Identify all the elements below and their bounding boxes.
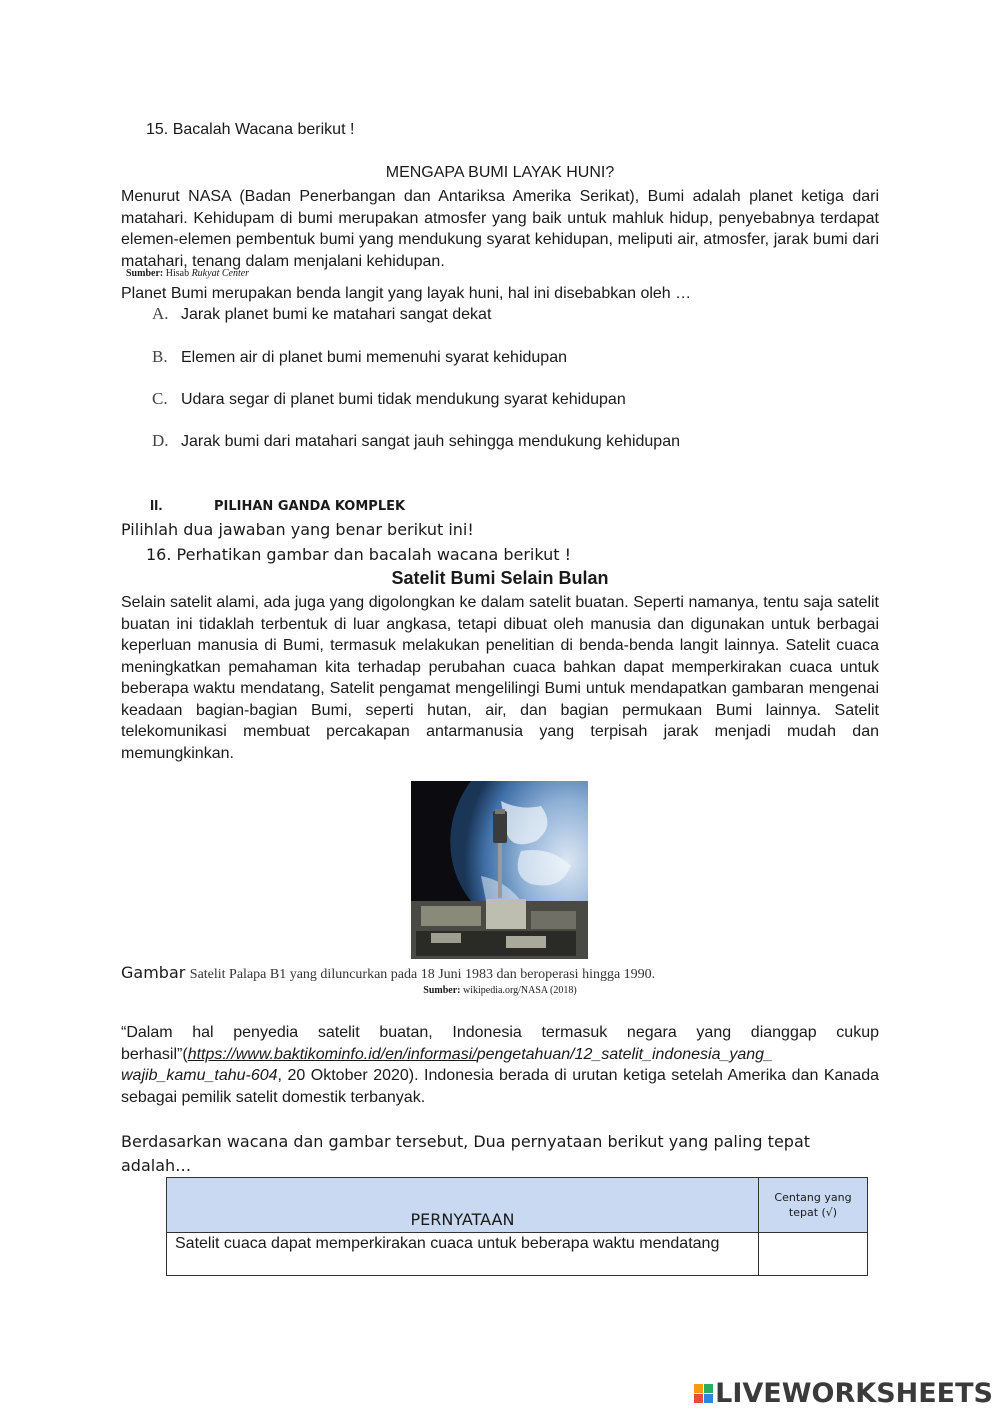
check-column-header: Centang yang tepat (√): [759, 1178, 868, 1233]
option-letter: C.: [152, 389, 168, 408]
option-c[interactable]: [152, 389, 626, 409]
check-cell[interactable]: [759, 1233, 868, 1276]
question-16-prompt: Berdasarkan wacana dan gambar tersebut, Dua pernyataan berikut yang paling tepat adalah…: [121, 1132, 811, 1175]
option-letter: D.: [152, 431, 169, 450]
question-16-heading: 16. Perhatikan gambar dan bacalah wacana berikut !: [146, 545, 572, 564]
option-letter: A.: [152, 304, 169, 323]
statement-table: [166, 1177, 868, 1276]
option-b[interactable]: [152, 347, 567, 367]
passage-text-2: Selain satelit alami, ada juga yang digolongkan ke dalam satelit buatan. Seperti namanya, tentu saja satelit buatan ini tidaklah terbentuk di luar angkasa, tetapi dibuat oleh manusia dan digunakan untuk berbagai keperluan manusia di Bumi, termasuk melakukan penelitian di benda-benda langit lainnya. Satelit cuaca meningkatkan pemahaman kita terhadap perubahan cuaca bahkan dapat memperkirakan cuaca untuk beberapa waktu mendatang, Satelit pengamat mengelilingi Bumi untuk mendapatkan gambaran mengenai keadaan bagian-bagian Bumi, seperti hutan, air, dan bagian permukaan Bumi lainnya. Satelit telekomunikasi membuat percakapan antarmanusia yang terpisah jarak menjadi mudah dan memungkinkan.: [121, 594, 879, 762]
section-label: PILIHAN GANDA KOMPLEK: [214, 499, 406, 514]
question-15-heading: 15. Bacalah Wacana berikut !: [146, 121, 355, 138]
statement-cell: Satelit cuaca dapat memperkirakan cuaca untuk beberapa waktu mendatang: [167, 1233, 759, 1276]
satellite-photo: [411, 781, 588, 959]
section-instruction: Pilihlah dua jawaban yang benar berikut ini!: [121, 520, 474, 539]
option-text: Udara segar di planet bumi tidak mendukung syarat kehidupan: [181, 391, 626, 408]
photo-source: Sumber: wikipedia.org/NASA (2018): [423, 985, 577, 996]
option-text: Jarak planet bumi ke matahari sangat dekat: [181, 306, 492, 323]
option-d[interactable]: [152, 431, 680, 451]
statement-column-header: PERNYATAAN: [167, 1178, 759, 1233]
option-a[interactable]: [152, 304, 491, 324]
liveworksheets-logo: [694, 1378, 993, 1408]
option-text: Jarak bumi dari matahari sangat jauh sehingga mendukung kehidupan: [181, 433, 680, 450]
table-row: [167, 1233, 868, 1276]
photo-caption: Gambar Satelit Palapa B1 yang diluncurkan pada 18 Juni 1983 dan beroperasi hingga 1990.: [121, 963, 656, 982]
question-15-prompt: Planet Bumi merupakan benda langit yang layak huni, hal ini disebabkan oleh …: [121, 285, 692, 302]
passage-title-2: Satelit Bumi Selain Bulan: [391, 568, 609, 588]
option-letter: B.: [152, 347, 168, 366]
section-heading: [150, 497, 405, 514]
logo-icon: [694, 1384, 713, 1403]
source-link[interactable]: https://www.baktikominfo.id/en/informasi/: [187, 1045, 477, 1063]
section-number: II.: [150, 497, 163, 514]
passage-title: MENGAPA BUMI LAYAK HUNI?: [385, 164, 615, 181]
logo-wordmark: LIVEWORKSHEETS: [715, 1377, 993, 1409]
source-note: Sumber: Hisab Rukyat Center: [126, 268, 250, 279]
passage-text: Menurut NASA (Badan Penerbangan dan Antariksa Amerika Serikat), Bumi adalah planet ketiga dari matahari. Kehidupam di bumi merupakan atmosfer yang baik untuk mahluk hidup, penyebabnya terdapat elemen-elemen pembentuk bumi yang mendukung syarat kehidupan, meliputi air, atmosfer, jarak bumi dari matahari, tenang dalam menjalani kehidupan.: [121, 188, 879, 270]
quote-paragraph: “Dalam hal penyedia satelit buatan, Indonesia termasuk negara yang dianggap cukup berhasil”(https://www.baktikominfo.id/en/informasi/pengetahuan/12_satelit_indonesia_yang_ wajib_kamu_tahu-604, 20 Oktober 2020). Indonesia berada di urutan ketiga setelah Amerika dan Kanada sebagai pemilik satelit domestik terbanyak.: [121, 1024, 879, 1106]
option-text: Elemen air di planet bumi memenuhi syarat kehidupan: [181, 349, 567, 366]
